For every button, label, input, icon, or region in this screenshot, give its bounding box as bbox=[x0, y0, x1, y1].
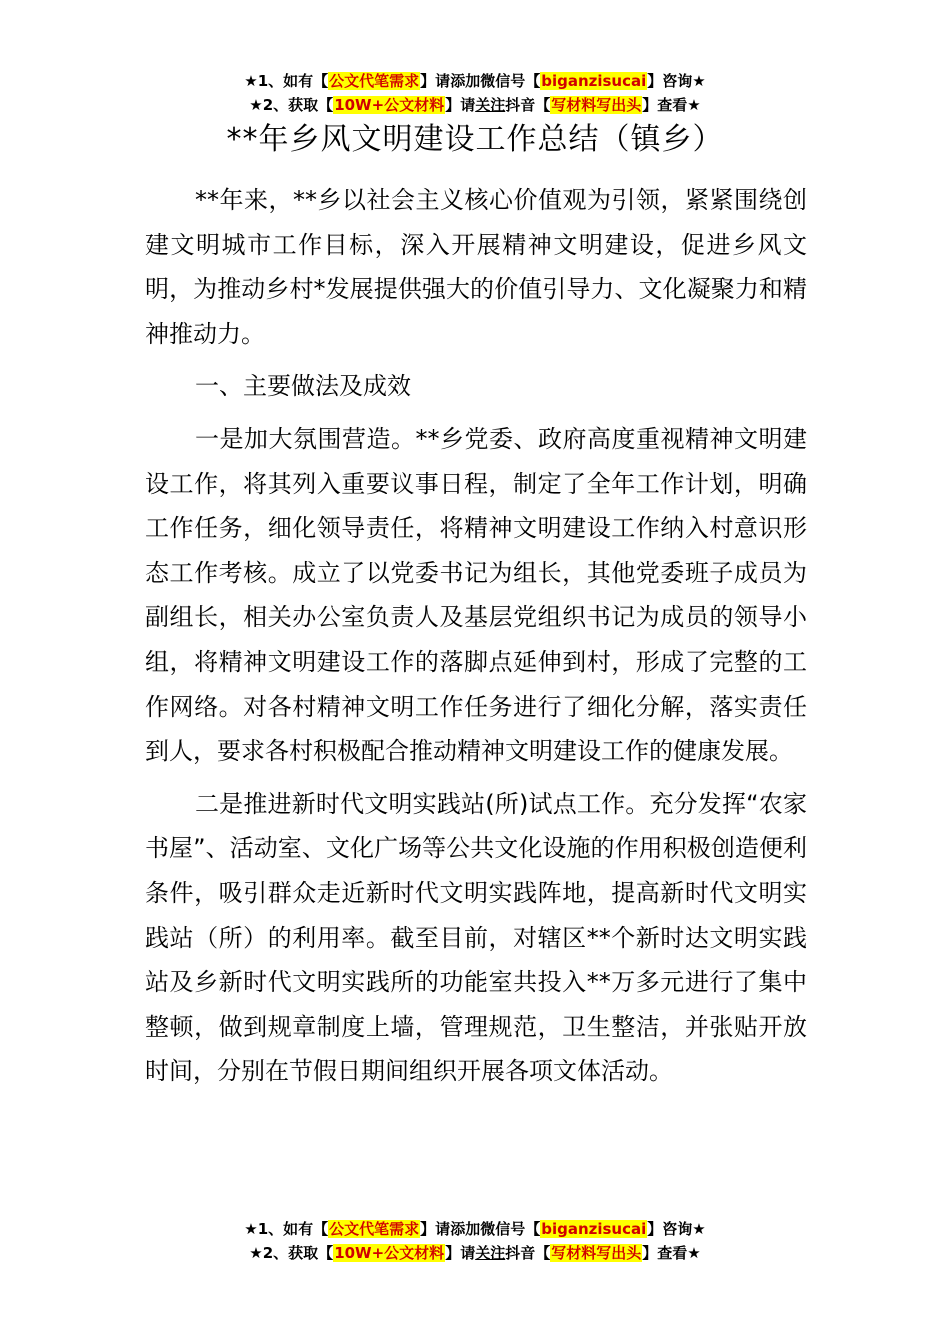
promo-text: 】请 bbox=[445, 96, 476, 114]
promo-text: 关注 bbox=[475, 1244, 506, 1262]
promo-text: ★1、如有【 bbox=[244, 1220, 329, 1238]
promo-text: 】查看★ bbox=[642, 1244, 701, 1262]
promo-text: 抖音【 bbox=[505, 1244, 551, 1262]
promo-douyin-account: 写材料写出头 bbox=[551, 1244, 642, 1262]
intro-paragraph: **年来，**乡以社会主义核心价值观为引领，紧紧围绕创建文明城市工作目标，深入开展精神文明建设，促进乡风文明，为推动乡村*发展提供强大的价值引导力、文化凝聚力和精神推动力。 bbox=[145, 186, 807, 348]
bottom-promo-line-2 bbox=[0, 1242, 950, 1264]
promo-text: 添加 bbox=[450, 72, 481, 90]
document-title: **年乡风文明建设工作总结（镇乡） bbox=[226, 122, 724, 157]
promo-text: 】请 bbox=[420, 72, 451, 90]
promo-wechat-id: biganzisucai bbox=[541, 72, 647, 90]
promo-text: ★2、获取【 bbox=[249, 1244, 334, 1262]
promo-highlight: 公文代笔需求 bbox=[329, 1220, 420, 1238]
paragraph-2: 二是推进新时代文明实践站(所)试点工作。充分发挥“农家书屋”、活动室、文化广场等公共文化设施的作用积极创造便利条件，吸引群众走近新时代文明实践阵地，提高新时代文明实践站（所）的利用率。截至目前，对辖区**个新时达文明实践站及乡新时代文明实践所的功能室共投入**万多元进行了集中整顿，做到规章制度上墙，管理规范，卫生整洁，并张贴开放时间，分别在节假日期间组织开展各项文体活动。 bbox=[145, 789, 807, 1086]
bottom-promo-line-1 bbox=[0, 1218, 950, 1240]
promo-highlight: 10W+公文材料 bbox=[334, 1244, 445, 1262]
promo-text: 】请 bbox=[445, 1244, 476, 1262]
promo-text: 微信号【 bbox=[480, 1220, 541, 1238]
promo-text: 】咨询★ bbox=[647, 72, 706, 90]
promo-text: 】咨询★ bbox=[647, 1220, 706, 1238]
top-promo-line-2 bbox=[0, 94, 950, 116]
paragraph-1: 一是加大氛围营造。**乡党委、政府高度重视精神文明建设工作，将其列入重要议事日程，制定了全年工作计划，明确工作任务，细化领导责任，将精神文明建设工作纳入村意识形态工作考核。成立了以党委书记为组长，其他党委班子成员为副组长，相关办公室负责人及基层党组织书记为成员的领导小组，将精神文明建设工作的落脚点延伸到村，形成了完整的工作网络。对各村精神文明工作任务进行了细化分解，落实责任到人，要求各村积极配合推动精神文明建设工作的健康发展。 bbox=[145, 424, 807, 766]
promo-highlight: 公文代笔需求 bbox=[329, 72, 420, 90]
document-body bbox=[145, 178, 807, 1102]
promo-douyin-account: 写材料写出头 bbox=[551, 96, 642, 114]
promo-text: ★1、如有【 bbox=[244, 72, 329, 90]
promo-text: 】请 bbox=[420, 1220, 451, 1238]
top-promo-line-1 bbox=[0, 70, 950, 92]
promo-text: 抖音【 bbox=[505, 96, 551, 114]
promo-text: 关注 bbox=[475, 96, 506, 114]
promo-text: 】查看★ bbox=[642, 96, 701, 114]
promo-text: 添加 bbox=[450, 1220, 481, 1238]
promo-text: 微信号【 bbox=[480, 72, 541, 90]
promo-text: ★2、获取【 bbox=[249, 96, 334, 114]
promo-wechat-id: biganzisucai bbox=[541, 1220, 647, 1238]
promo-highlight: 10W+公文材料 bbox=[334, 96, 445, 114]
section-heading: 一、主要做法及成效 bbox=[195, 372, 411, 401]
